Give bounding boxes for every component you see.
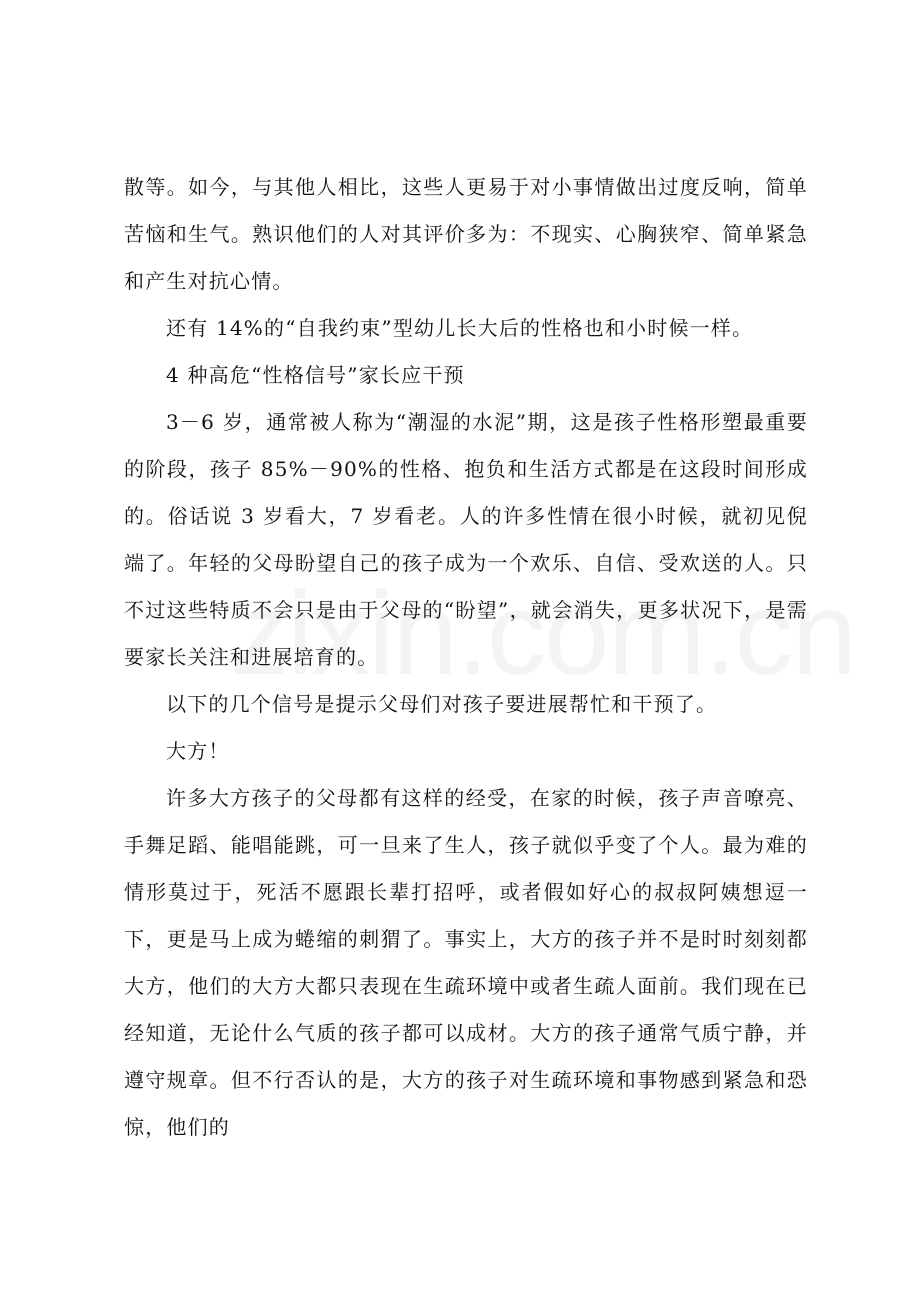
document-body [124,164,808,1151]
paragraph-signals-intro: 以下的几个信号是提示父母们对孩子要进展帮忙和干预了。 [166,692,718,716]
paragraph-generous-children: 许多大方孩子的父母都有这样的经受，在家的时候，孩子声音嘹亮、手舞足蹈、能唱能跳，可一旦来了生人，孩子就似乎变了个人。最为难的情形莫过于，死活不愿跟长辈打招呼，或者假如好心的叔叔阿姨想逗一下，更是马上成为蜷缩的刺猬了。事实上，大方的孩子并不是时时刻刻都大方，他们的大方大都只表现在生疏环境中或者生疏人面前。我们现在已经知道，无论什么气质的孩子都可以成材。大方的孩子通常气质宁静，并遵守规章。但不行否认的是，大方的孩子对生疏环境和事物感到紧急和恐惊，他们的 [124,786,808,1139]
paragraph-self-restraint: 还有 14%的“自我约束”型幼儿长大后的性格也和小时候一样。 [166,316,754,340]
section-heading: 4 种高危“性格信号”家长应干预 [166,363,465,387]
paragraph-wet-cement: 3－6 岁，通常被人称为“潮湿的水泥”期，这是孩子性格形塑最重要的阶段，孩子 85%－90%的性格、抱负和生活方式都是在这段时间形成的。俗话说 3 岁看大，7 岁看老。人的许多性情在很小时候，就初见倪端了。年轻的父母盼望自己的孩子成为一个欢乐、自信、受欢送的人。只不过这些特质不会只是由于父母的“盼望”，就会消失，更多状况下，是需要家长关注和进展培育的。 [124,410,808,669]
subheading-generous: 大方！ [166,739,230,763]
paragraph-continuation: 散等。如今，与其他人相比，这些人更易于对小事情做出过度反响，简单苦恼和生气。熟识他们的人对其评价多为：不现实、心胸狭窄、简单紧急和产生对抗心情。 [124,175,808,293]
